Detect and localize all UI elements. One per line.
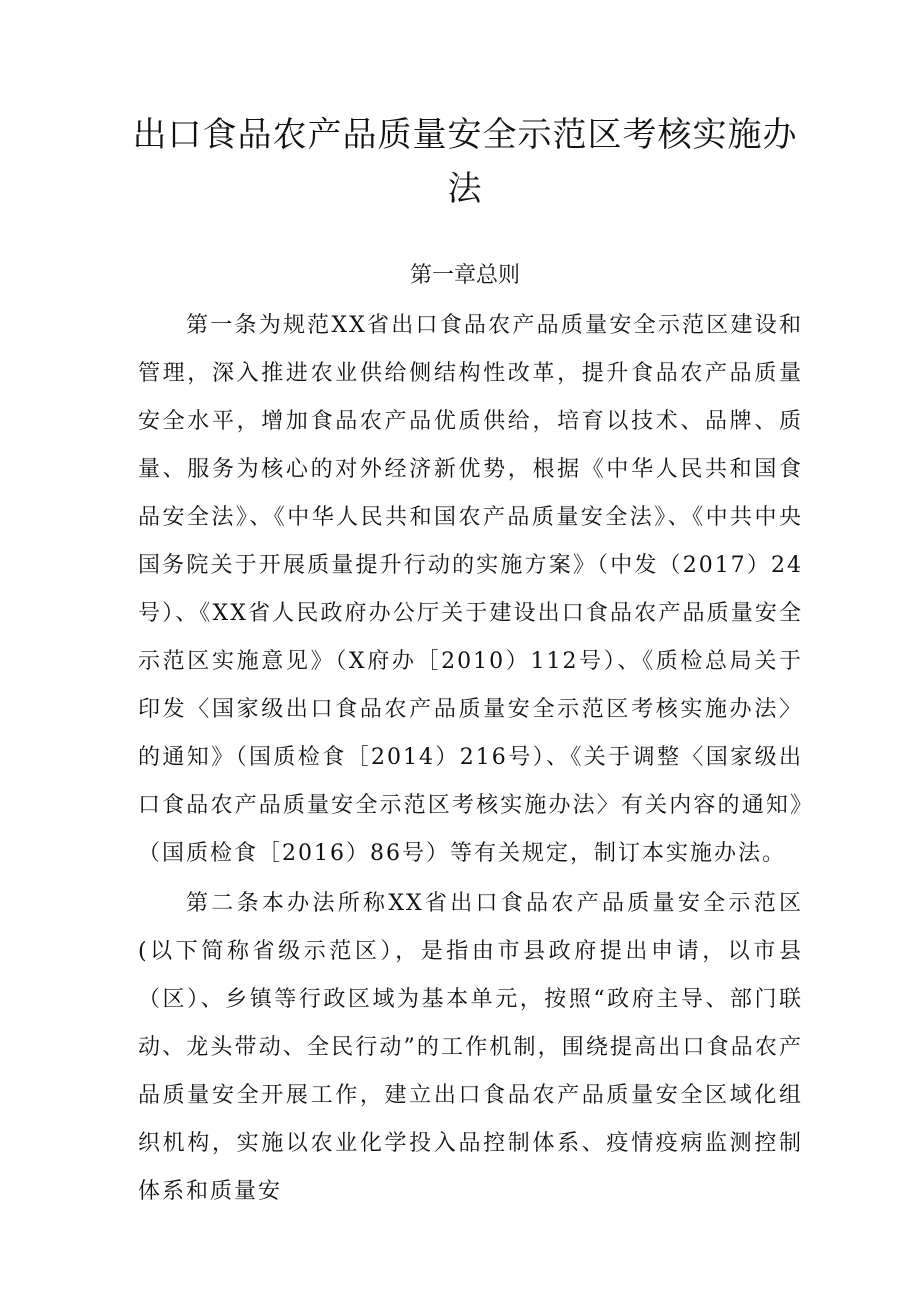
article-2-paragraph: 第二条本办法所称XX省出口食品农产品质量安全示范区(以下简称省级示范区），是指由市县政府提出申请，以市县（区）、乡镇等行政区域为基本单元，按照“政府主导、部门联动、龙头带动、全民行动”的工作机制，围绕提高出口食品农产品质量安全开展工作，建立出口食品农产品质量安全区域化组织机构，实施以农业化学投入品控制体系、疫情疫病监测控制体系和质量安 — [138, 891, 803, 1204]
document-title: 出口食品农产品质量安全示范区考核实施办法 — [132, 115, 798, 209]
chapter-heading: 第一章总则 — [409, 263, 520, 288]
article-1-paragraph: 第一条为规范XX省出口食品农产品质量安全示范区建设和管理，深入推进农业供给侧结构性改革，提升食品农产品质量安全水平，增加食品农产品优质供给，培育以技术、品牌、质量、服务为核心的对外经济新优势，根据《中华人民共和国食品安全法》、《中华人民共和国农产品质量安全法》、《中共中央国务院关于开展质量提升行动的实施方案》（中发（2017）24号）、《XX省人民政府办公厅关于建设出口食品农产品质量安全示范区实施意见》（X府办［2010）112号）、《质检总局关于印发〈国家级出口食品农产品质量安全示范区考核实施办法〉的通知》（国质检食［2014）216号）、《关于调整〈国家级出口食品农产品质量安全示范区考核实施办法〉有关内容的通知》（国质检食［2016）86号）等有关规定，制订本实施办法。 — [138, 313, 803, 866]
